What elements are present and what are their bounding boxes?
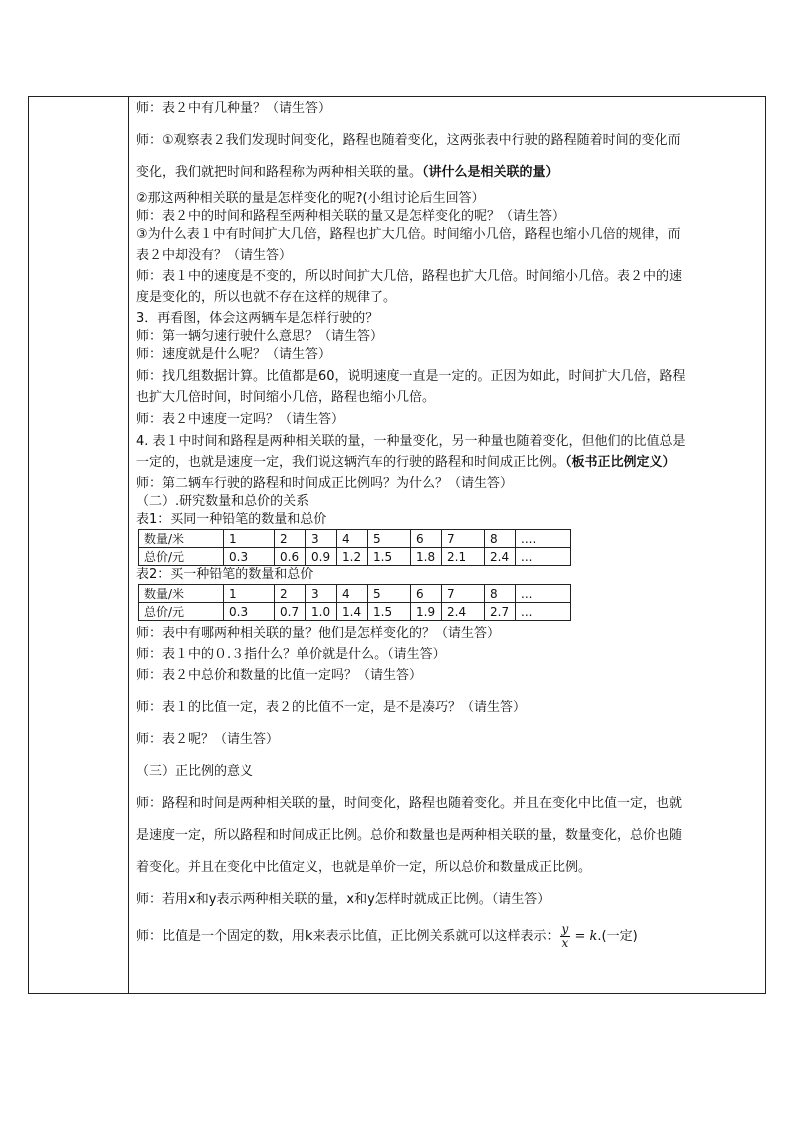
equals-k: = k — [574, 929, 598, 944]
paragraph: 师：表中有哪两种相关联的量？他们是怎样变化的？（请生答） — [136, 626, 501, 641]
table-cell: 总价/元 — [139, 603, 224, 621]
denominator: x — [561, 936, 569, 950]
price-table-2 — [138, 584, 571, 621]
paragraph: 师：表１中的０.３指什么？单价就是什么。（请生答） — [136, 647, 446, 662]
paragraph — [136, 454, 762, 472]
section-heading: （三）正比例的意义 — [136, 764, 254, 779]
paragraph: 师：①观察表２我们发现时间变化，路程也随着变化，这两张表中行驶的路程随着时间的变化而 — [136, 133, 681, 148]
paragraph: 师：表２中有几种量？（请生答） — [136, 101, 332, 116]
paragraph: 师：路程和时间是两种相关联的量，时间变化，路程也随着变化。并且在变化中比值一定，也就 — [136, 796, 683, 811]
table-cell: 1.9 — [411, 603, 442, 621]
bold-note: （讲什么是相关联的量） — [422, 165, 559, 180]
lesson-content — [136, 100, 762, 950]
table-row — [139, 548, 571, 566]
table-cell: 2.4 — [485, 548, 516, 566]
paragraph: ③为什么表１中有时间扩大几倍，路程也扩大几倍。时间缩小几倍，路程也缩小几倍的规律，而 — [136, 227, 681, 242]
paragraph: 度是变化的，所以也就不存在这样的规律了。 — [136, 290, 397, 305]
paragraph: ②那这两种相关联的量是怎样变化的呢?(小组讨论后生回答） — [136, 191, 485, 206]
text: .(一定) — [597, 929, 638, 944]
text: 一定的，也就是速度一定，我们说这辆汽车的行驶的路程和时间成正比例。 — [136, 455, 566, 470]
paragraph: 是速度一定，所以路程和时间成正比例。总价和数量也是两种相关联的量，数量变化，总价也随 — [136, 828, 683, 843]
table-cell: 2.7 — [485, 603, 516, 621]
table-cell: 5 — [368, 585, 411, 603]
paragraph: 师：第二辆车行驶的路程和时间成正比例吗？为什么？（请生答） — [136, 476, 514, 491]
table-cell: 0.3 — [224, 548, 275, 566]
table-cell: 7 — [442, 585, 485, 603]
table-cell: 0.7 — [275, 603, 306, 621]
table-cell: 6 — [411, 585, 442, 603]
table-cell: 4 — [337, 530, 368, 548]
table-caption: 表1：买同一种铅笔的数量和总价 — [136, 512, 327, 527]
table-cell: 8 — [485, 530, 516, 548]
paragraph: 师：第一辆匀速行驶什么意思？（请生答） — [136, 329, 384, 344]
table-cell: 1.2 — [337, 548, 368, 566]
fraction — [560, 923, 571, 950]
paragraph: 着变化。并且在变化中比值定义，也就是单价一定，所以总价和数量成正比例。 — [136, 860, 592, 875]
table-cell: ... — [516, 585, 571, 603]
paragraph: 也扩大几倍时间，时间缩小几倍，路程也缩小几倍。 — [136, 390, 436, 405]
paragraph: 师：表１的比值一定，表２的比值不一定，是不是凑巧？（请生答） — [136, 700, 527, 715]
paragraph: 师：表２呢？（请生答） — [136, 732, 280, 747]
table-cell: 1.5 — [368, 603, 411, 621]
table-cell: 总价/元 — [139, 548, 224, 566]
table-cell: 2.1 — [442, 548, 485, 566]
table-cell: 3 — [306, 585, 337, 603]
table-cell: 2 — [275, 585, 306, 603]
paragraph: 师：表２中速度一定吗？（请生答） — [136, 412, 345, 427]
formula-line — [136, 923, 762, 950]
table-cell: 1.0 — [306, 603, 337, 621]
table-cell: 2.4 — [442, 603, 485, 621]
bold-note: （板书正比例定义） — [565, 455, 676, 470]
paragraph: 师：表２中的时间和路程至两种相关联的量又是怎样变化的呢？（请生答） — [136, 209, 566, 224]
table-cell: 5 — [368, 530, 411, 548]
paragraph: 3．再看图，体会这两辆车是怎样行驶的？ — [136, 311, 379, 326]
table-cell: 1 — [224, 585, 275, 603]
table-cell: 0.6 — [275, 548, 306, 566]
table-cell: 0.9 — [306, 548, 337, 566]
table-cell: ... — [516, 548, 571, 566]
paragraph — [136, 164, 762, 182]
table-cell: 7 — [442, 530, 485, 548]
numerator: y — [561, 922, 569, 936]
table-cell: ... — [516, 603, 571, 621]
table-row — [139, 603, 571, 621]
table-cell: 数量/米 — [139, 585, 224, 603]
table-cell: 8 — [485, 585, 516, 603]
table-cell: 1 — [224, 530, 275, 548]
text: 变化，我们就把时间和路程称为两种相关联的量。 — [136, 165, 423, 180]
table-cell: 4 — [337, 585, 368, 603]
table-row — [139, 530, 571, 548]
column-divider — [128, 96, 129, 994]
table-cell: 1.4 — [337, 603, 368, 621]
table-cell: 3 — [306, 530, 337, 548]
table-row — [139, 585, 571, 603]
table-cell: 1.8 — [411, 548, 442, 566]
table-cell: 数量/米 — [139, 530, 224, 548]
table-cell: 2 — [275, 530, 306, 548]
table-cell: 0.3 — [224, 603, 275, 621]
paragraph: 师：若用x和y表示两种相关联的量，x和y怎样时就成正比例。（请生答） — [136, 892, 551, 907]
table-cell: .... — [516, 530, 571, 548]
paragraph: 师：找几组数据计算。比值都是60，说明速度一直是一定的。正因为如此，时间扩大几倍，路程 — [136, 369, 686, 384]
paragraph: 师：表１中的速度是不变的，所以时间扩大几倍，路程也扩大几倍。时间缩小几倍。表２中的速 — [136, 269, 683, 284]
table-cell: 1.5 — [368, 548, 411, 566]
text: 师：比值是一个固定的数，用k来表示比值，正比例关系就可以这样表示： — [136, 929, 560, 944]
table-cell: 6 — [411, 530, 442, 548]
price-table-1 — [138, 529, 571, 566]
table-caption: 表2：买一种铅笔的数量和总价 — [136, 567, 314, 582]
paragraph: 师：表２中总价和数量的比值一定吗？（请生答） — [136, 668, 423, 683]
paragraph: 师：速度就是什么呢？（请生答） — [136, 347, 332, 362]
paragraph: 4. 表１中时间和路程是两种相关联的量，一种量变化，另一种量也随着变化，但他们的比值总是 — [136, 434, 686, 449]
paragraph: 表２中却没有？（请生答） — [136, 248, 293, 263]
section-heading: （二）.研究数量和总价的关系 — [136, 494, 310, 509]
